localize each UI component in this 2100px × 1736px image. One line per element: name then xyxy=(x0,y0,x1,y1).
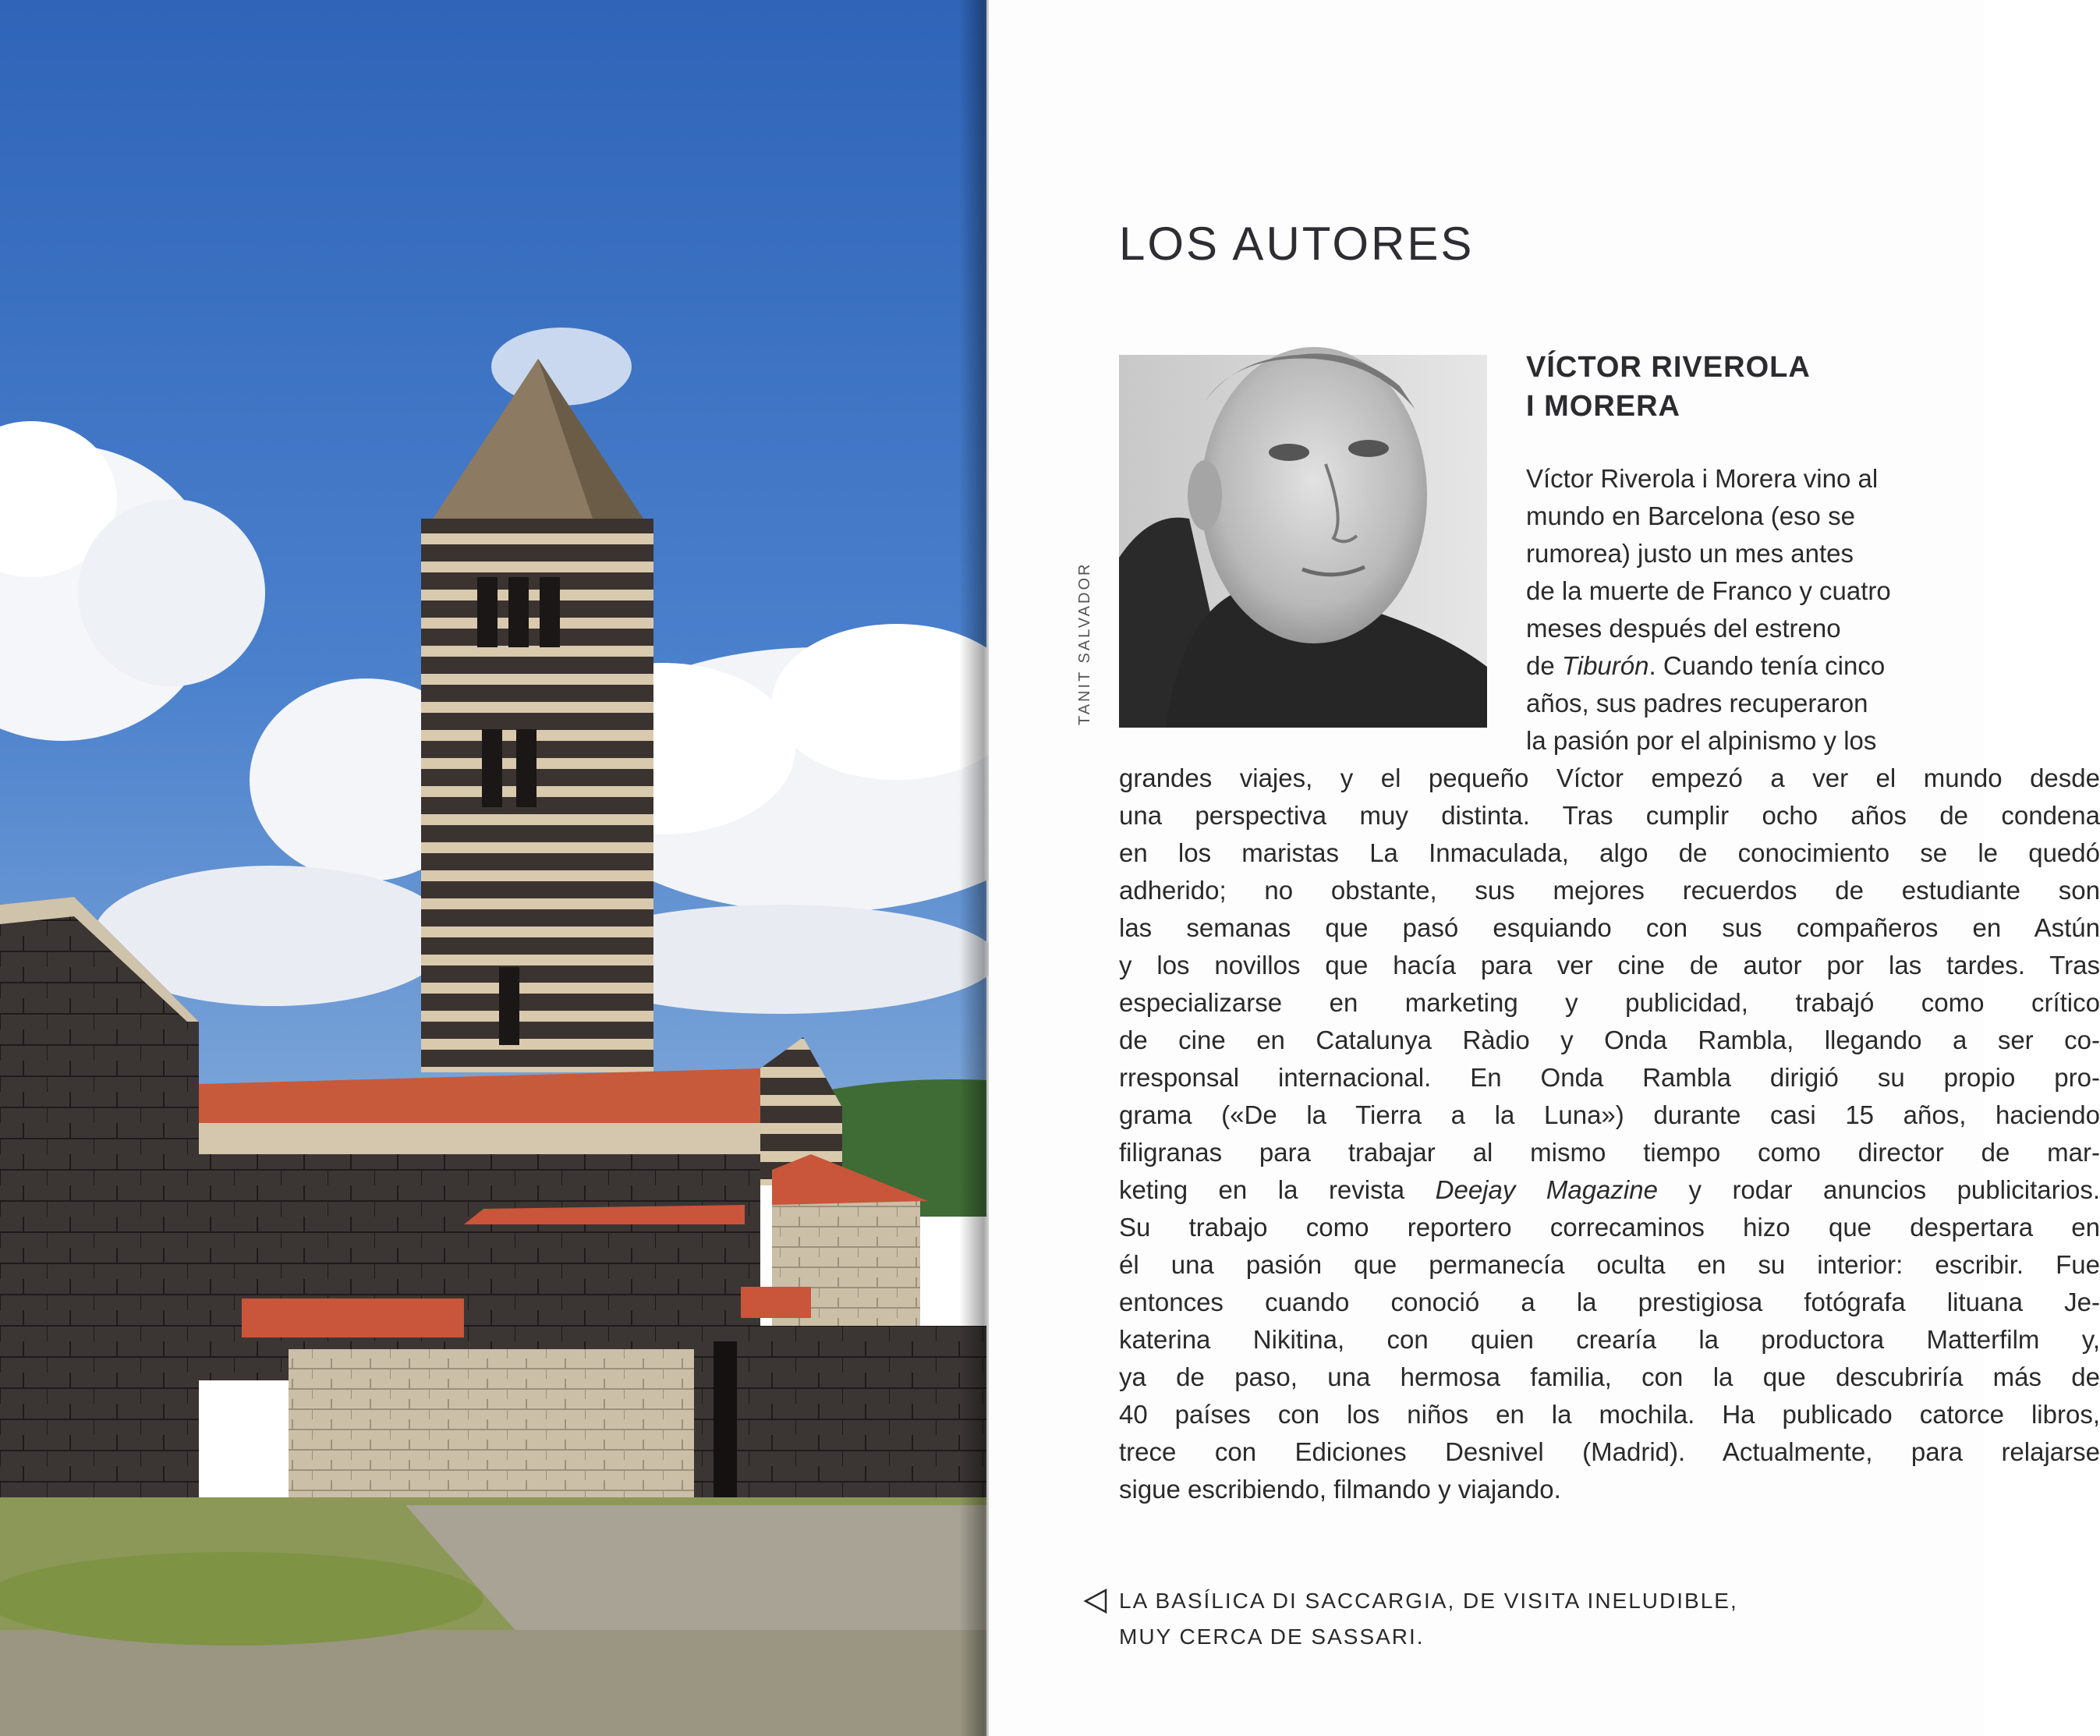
author-portrait xyxy=(1119,355,1487,728)
bio-line: filigranas para trabajar al mismo tiempo como director de mar- xyxy=(1119,1138,2100,1167)
photo-caption xyxy=(1119,1583,1738,1655)
bio-line: mundo en Barcelona (eso se xyxy=(1526,501,1855,530)
bio-line: en los maristas La Inmaculada, algo de conocimiento se le quedó xyxy=(1119,838,2100,867)
bio-text: . Cuando tenía cinco xyxy=(1648,651,1886,680)
bio-line: sigue escribiendo, filmando y viajando. xyxy=(1119,1475,1561,1504)
bio-line: adherido; no obstante, sus mejores recuerdos de estudiante son xyxy=(1119,876,2100,905)
bio-line: Víctor Riverola i Morera vino al xyxy=(1526,464,1879,493)
bio-line: ya de paso, una hermosa familia, con la que descubriría más de xyxy=(1119,1362,2100,1391)
bio-line: katerina Nikitina, con quien crearía la productora Matterfilm y, xyxy=(1119,1325,2100,1354)
bio-line: él una pasión que permanecía oculta en su interior: escribir. Fue xyxy=(1119,1250,2100,1279)
bio-line: Su trabajo como reportero correcaminos hizo que despertara en xyxy=(1119,1213,2100,1242)
bio-line: entonces cuando conoció a la prestigiosa fotógrafa lituana Je- xyxy=(1119,1288,2100,1316)
author-name-line2: I MORERA xyxy=(1526,390,1680,423)
bio-line: grama («De la Tierra a la Luna») durante casi 15 años, haciendo xyxy=(1119,1100,2100,1129)
bio-line: trece con Ediciones Desnivel (Madrid). Actualmente, para relajarse xyxy=(1119,1437,2100,1466)
bio-line: las semanas que pasó esquiando con sus compañeros en Astún xyxy=(1119,913,2100,942)
right-page xyxy=(989,0,2100,1736)
bio-line: de cine en Catalunya Ràdio y Onda Rambla, llegando a ser co- xyxy=(1119,1026,2100,1054)
bio-text: y rodar anuncios publicitarios. xyxy=(1657,1175,2100,1204)
bio-text: de xyxy=(1526,651,1562,680)
basilica-photo xyxy=(0,0,986,1736)
bio-line: especializarse en marketing y publicidad, trabajó como crítico xyxy=(1119,988,2100,1017)
bio-line: de la muerte de Franco y cuatro xyxy=(1526,576,1891,605)
photo-credit: TANIT SALVADOR xyxy=(1076,562,1093,725)
bio-line: y los novillos que hacía para ver cine de autor por las tardes. Tras xyxy=(1119,951,2100,980)
bio-text: keting en la revista xyxy=(1119,1175,1436,1204)
caption-line1: LA BASÍLICA DI SACCARGIA, DE VISITA INELUDIBLE, xyxy=(1119,1589,1738,1613)
magazine-title: Deejay Magazine xyxy=(1435,1175,1658,1204)
author-name-line1: VÍCTOR RIVEROLA xyxy=(1526,351,1811,384)
film-title: Tiburón xyxy=(1561,651,1649,680)
section-title: LOS AUTORES xyxy=(1119,218,1475,270)
bio-line: meses después del estreno xyxy=(1526,614,1841,643)
author-name xyxy=(1526,348,1916,426)
bio-line: la pasión por el alpinismo y los xyxy=(1526,726,1877,755)
bio-line xyxy=(1119,1171,2100,1209)
bio-line: años, sus padres recuperaron xyxy=(1526,689,1868,717)
left-pointer-icon xyxy=(1082,1588,1109,1614)
bio-line: rresponsal internacional. En Onda Rambla dirigió su propio pro- xyxy=(1119,1063,2100,1092)
bio-line: 40 países con los niños en la mochila. Ha publicado catorce libros, xyxy=(1119,1400,2100,1429)
bio-line xyxy=(1526,647,2100,685)
bio-line: una perspectiva muy distinta. Tras cumplir ocho años de condena xyxy=(1119,801,2100,830)
caption-line2: MUY CERCA DE SASSARI. xyxy=(1119,1624,1425,1649)
bio-line: rumorea) justo un mes antes xyxy=(1526,539,1854,568)
bio-line: grandes viajes, y el pequeño Víctor empezó a ver el mundo desde xyxy=(1119,763,2100,792)
